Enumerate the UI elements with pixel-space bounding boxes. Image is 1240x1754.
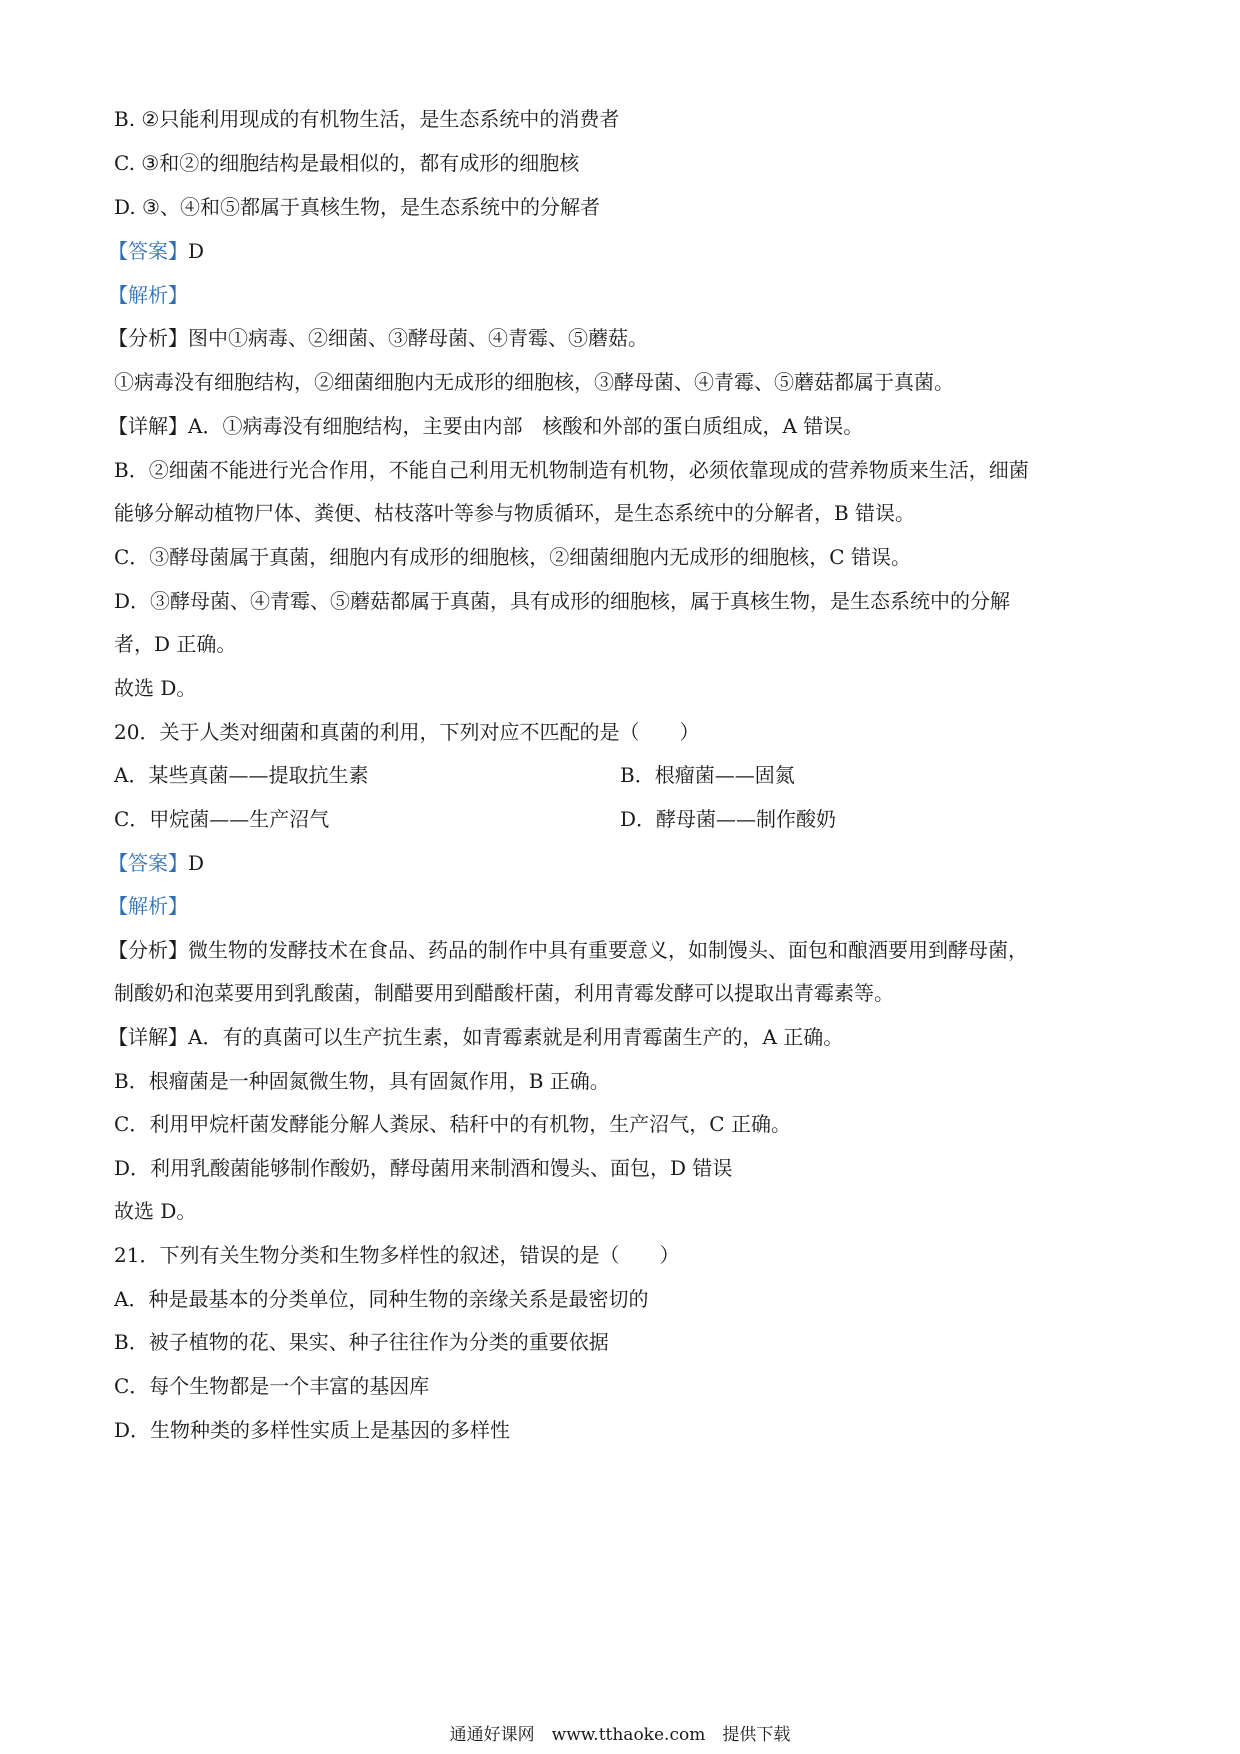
q19-fenxi <box>108 323 648 353</box>
q19-xiangjie-c: C．③酵母菌属于真菌，细胞内有成形的细胞核，②细菌细胞内无成形的细胞核，C 错误。 <box>114 545 911 569</box>
q19-xiangjie-a <box>108 411 863 441</box>
q20-option-c: C．甲烷菌——生产沼气 <box>114 807 330 831</box>
xiangjie-tag: 【详解】 <box>108 414 188 438</box>
fenxi-tag: 【分析】 <box>108 938 188 962</box>
q20-xiangjie-a <box>108 1022 843 1052</box>
q19-conclusion: 故选 D。 <box>114 676 197 700</box>
q19-xiangjie-b-2: 能够分解动植物尸体、粪便、枯枝落叶等参与物质循环，是生态系统中的分解者，B 错误。 <box>114 501 916 525</box>
q19-option-d: D. ③、④和⑤都属于真核生物，是生态系统中的分解者 <box>114 195 600 219</box>
q19-analysis-heading <box>108 280 188 310</box>
q19-option-c: C. ③和②的细胞结构是最相似的，都有成形的细胞核 <box>114 151 580 175</box>
q21-option-d: D．生物种类的多样性实质上是基因的多样性 <box>114 1418 511 1442</box>
fenxi-text: 图中①病毒、②细菌、③酵母菌、④青霉、⑤蘑菇。 <box>188 326 648 350</box>
fenxi-tag: 【分析】 <box>108 326 188 350</box>
q19-xiangjie-b-1: B．②细菌不能进行光合作用，不能自己利用无机物制造有机物，必须依靠现成的营养物质来生活，细菌 <box>114 458 1029 482</box>
page-footer: 通通好课网 www.tthaoke.com 提供下载 <box>449 1725 791 1745</box>
xiangjie-tag: 【详解】 <box>108 1025 188 1049</box>
q20-analysis-heading <box>108 891 188 921</box>
answer-tag: 【答案】 <box>108 851 188 875</box>
q20-option-a: A．某些真菌——提取抗生素 <box>114 763 369 787</box>
q19-fenxi-2: ①病毒没有细胞结构，②细菌细胞内无成形的细胞核，③酵母菌、④青霉、⑤蘑菇都属于真菌。 <box>114 370 954 394</box>
analysis-tag: 【解析】 <box>108 283 188 307</box>
q20-answer-line <box>108 848 204 878</box>
q20-option-d: D．酵母菌——制作酸奶 <box>620 807 837 831</box>
q21-option-b: B．被子植物的花、果实、种子往往作为分类的重要依据 <box>114 1330 609 1354</box>
fenxi-text: 微生物的发酵技术在食品、药品的制作中具有重要意义，如制馒头、面包和酿酒要用到酵母菌， <box>188 938 1028 962</box>
q20-stem: 20．关于人类对细菌和真菌的利用，下列对应不匹配的是（ ） <box>114 720 700 744</box>
answer-tag: 【答案】 <box>108 239 188 263</box>
q19-option-b: B. ②只能利用现成的有机物生活，是生态系统中的消费者 <box>114 107 620 131</box>
analysis-tag: 【解析】 <box>108 894 188 918</box>
q19-answer-line <box>108 236 204 266</box>
q20-fenxi-2: 制酸奶和泡菜要用到乳酸菌，制醋要用到醋酸杆菌，利用青霉发酵可以提取出青霉素等。 <box>114 981 894 1005</box>
xiangjie-a-text: A．①病毒没有细胞结构，主要由内部 核酸和外部的蛋白质组成，A 错误。 <box>188 414 864 438</box>
q20-option-b: B．根瘤菌——固氮 <box>620 763 795 787</box>
q21-option-c: C．每个生物都是一个丰富的基因库 <box>114 1374 430 1398</box>
answer-value: D <box>188 851 205 875</box>
q20-xiangjie-d: D．利用乳酸菌能够制作酸奶，酵母菌用来制酒和馒头、面包，D 错误 <box>114 1156 733 1180</box>
q19-xiangjie-d-1: D．③酵母菌、④青霉、⑤蘑菇都属于真菌，具有成形的细胞核，属于真核生物，是生态系统中的分解 <box>114 589 1011 613</box>
q20-xiangjie-c: C．利用甲烷杆菌发酵能分解人粪尿、秸秆中的有机物，生产沼气，C 正确。 <box>114 1112 791 1136</box>
q21-option-a: A．种是最基本的分类单位，同种生物的亲缘关系是最密切的 <box>114 1287 649 1311</box>
q19-xiangjie-d-2: 者，D 正确。 <box>114 632 237 656</box>
q20-conclusion: 故选 D。 <box>114 1199 197 1223</box>
q20-fenxi-1 <box>108 935 1028 965</box>
answer-value: D <box>188 239 205 263</box>
q21-stem: 21．下列有关生物分类和生物多样性的叙述，错误的是（ ） <box>114 1243 680 1267</box>
q20-xiangjie-b: B．根瘤菌是一种固氮微生物，具有固氮作用，B 正确。 <box>114 1069 610 1093</box>
xiangjie-a-text: A．有的真菌可以生产抗生素，如青霉素就是利用青霉菌生产的，A 正确。 <box>188 1025 844 1049</box>
